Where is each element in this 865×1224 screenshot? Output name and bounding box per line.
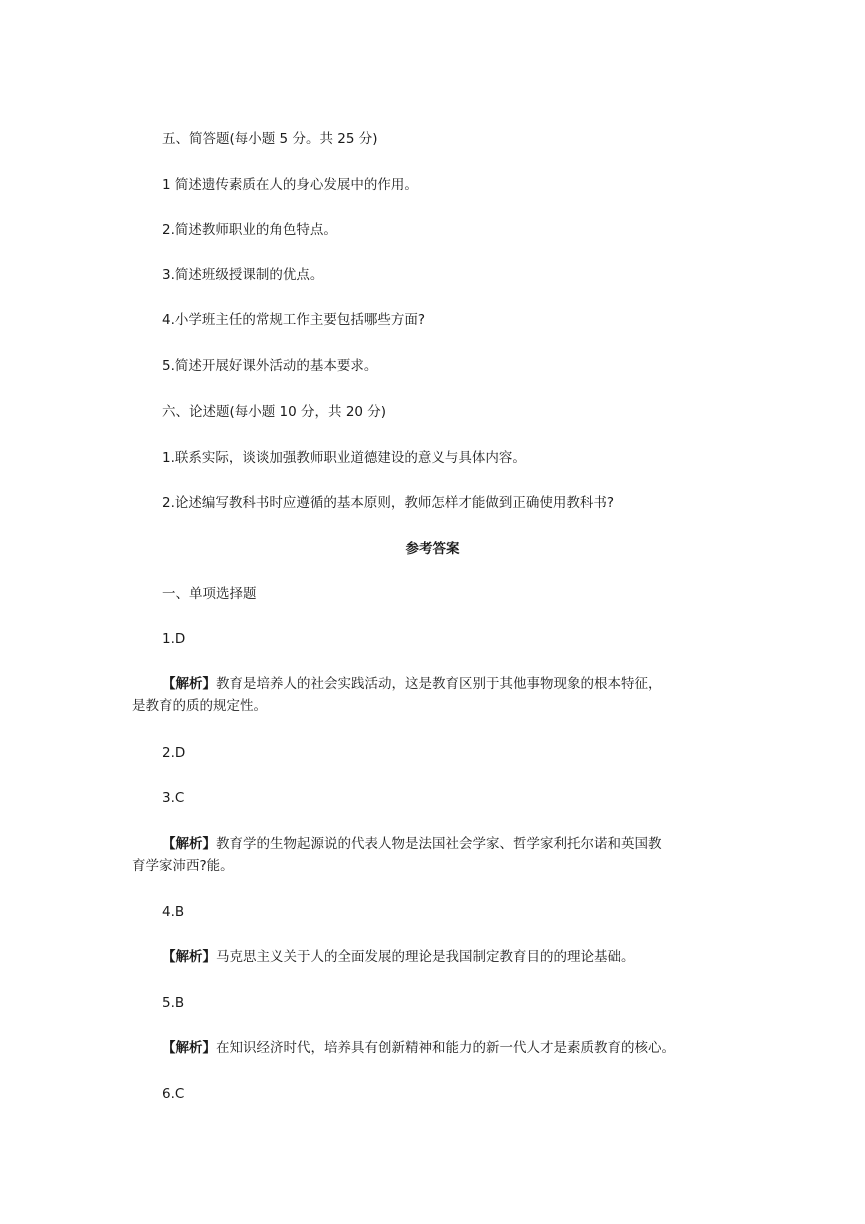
section5-heading: 五、简答题(每小题 5 分。共 25 分) <box>162 131 378 147</box>
explanation-3-line-1: 【解析】教育学的生物起源说的代表人物是法国社会学家、哲学家利托尔诺和英国教 <box>162 836 662 852</box>
section5-question-1: 1 简述遗传素质在人的身心发展中的作用。 <box>162 177 418 193</box>
answers-section1-heading: 一、单项选择题 <box>162 586 257 602</box>
answers-title: 参考答案 <box>405 541 460 557</box>
answer-1: 1.D <box>162 631 186 647</box>
answer-6: 6.C <box>162 1086 185 1102</box>
explanation-tag: 【解析】 <box>162 836 216 852</box>
explanation-3-line-2: 育学家沛西?能。 <box>132 858 234 874</box>
section5-question-4: 4.小学班主任的常规工作主要包括哪些方面? <box>162 312 426 328</box>
section5-question-3: 3.简述班级授课制的优点。 <box>162 267 324 283</box>
explanation-3 <box>132 833 742 877</box>
explanation-4 <box>162 946 742 968</box>
explanation-5-line-1: 【解析】在知识经济时代，培养具有创新精神和能力的新一代人才是素质教育的核心。 <box>162 1040 675 1056</box>
explanation-tag: 【解析】 <box>162 949 216 965</box>
section6-question-2: 2.论述编写教科书时应遵循的基本原则，教师怎样才能做到正确使用教科书? <box>162 495 615 511</box>
section5-question-5: 5.简述开展好课外活动的基本要求。 <box>162 358 378 374</box>
explanation-4-line-1: 【解析】马克思主义关于人的全面发展的理论是我国制定教育目的的理论基础。 <box>162 949 635 965</box>
explanation-1 <box>132 673 742 717</box>
explanation-tag: 【解析】 <box>162 1040 216 1056</box>
section6-heading: 六、论述题(每小题 10 分，共 20 分) <box>162 404 387 420</box>
answer-2: 2.D <box>162 745 186 761</box>
section6-question-1: 1.联系实际，谈谈加强教师职业道德建设的意义与具体内容。 <box>162 450 526 466</box>
answer-4: 4.B <box>162 904 185 920</box>
answer-3: 3.C <box>162 790 185 806</box>
explanation-1-line-1: 【解析】教育是培养人的社会实践活动，这是教育区别于其他事物现象的根本特征， <box>162 676 662 692</box>
explanation-tag: 【解析】 <box>162 676 216 692</box>
explanation-1-line-2: 是教育的质的规定性。 <box>132 698 267 714</box>
explanation-5 <box>162 1037 742 1059</box>
section5-question-2: 2.简述教师职业的角色特点。 <box>162 222 337 238</box>
answer-5: 5.B <box>162 995 185 1011</box>
